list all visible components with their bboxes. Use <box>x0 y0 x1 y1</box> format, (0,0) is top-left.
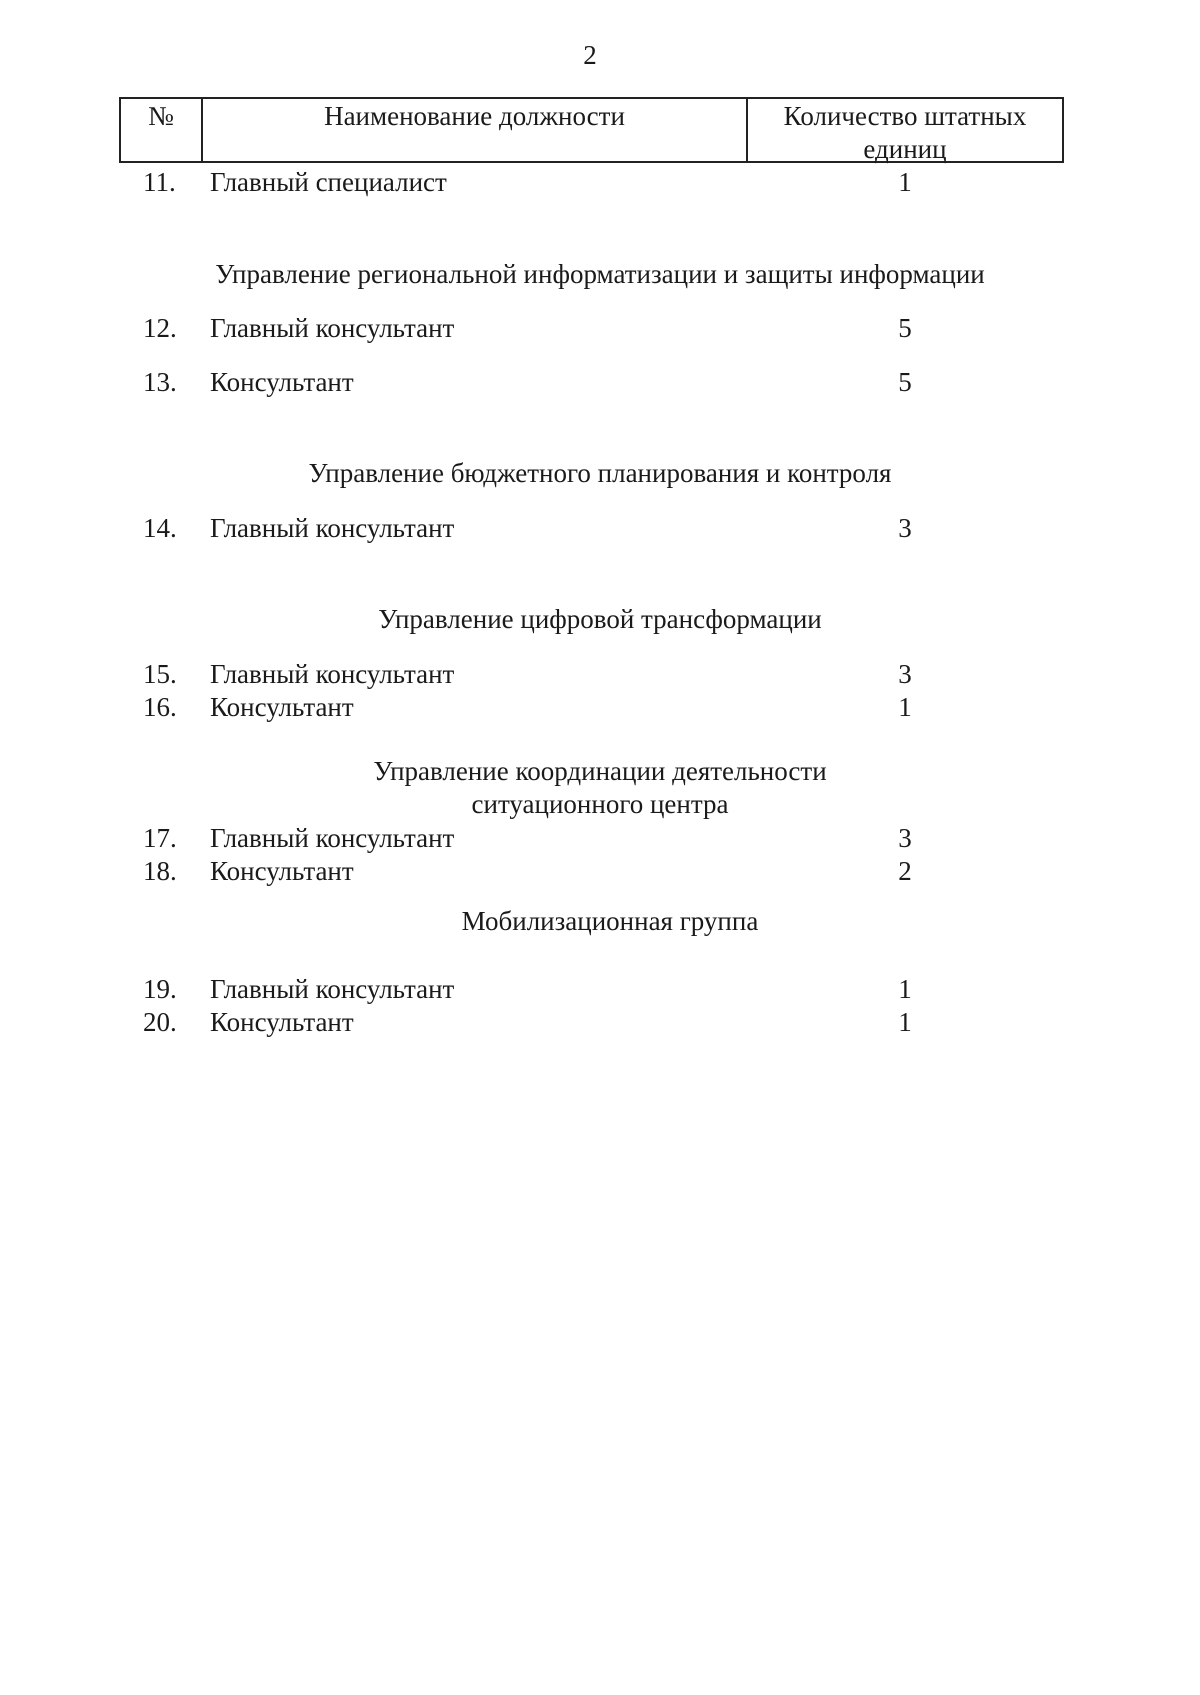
row-quantity: 1 <box>898 1007 912 1037</box>
row-quantity: 1 <box>898 692 912 722</box>
table-row <box>0 973 1200 1005</box>
row-number: 11. <box>143 167 176 197</box>
row-number: 16. <box>143 692 177 722</box>
page-number: 2 <box>583 40 597 70</box>
row-position-name: Главный консультант <box>210 659 455 689</box>
row-position-name: Главный консультант <box>210 313 455 343</box>
row-quantity: 3 <box>898 823 912 853</box>
table-row <box>0 855 1200 887</box>
row-number: 19. <box>143 974 177 1004</box>
header-quantity-line2: единиц <box>863 134 947 164</box>
row-number: 17. <box>143 823 177 853</box>
header-number-column: № <box>121 99 203 161</box>
row-position-name: Главный консультант <box>210 823 455 853</box>
header-quantity-column <box>748 99 1062 164</box>
table-row <box>0 658 1200 690</box>
table-row <box>0 1006 1200 1038</box>
header-quantity-line1: Количество штатных <box>783 101 1027 131</box>
section-title: Мобилизационная группа <box>461 906 759 936</box>
table-header <box>119 97 1064 163</box>
section-title-continued: ситуационного центра <box>471 789 729 819</box>
section-title: Управление региональной информатизации и защиты информации <box>215 259 985 289</box>
row-quantity: 5 <box>898 313 912 343</box>
row-quantity: 5 <box>898 367 912 397</box>
row-number: 20. <box>143 1007 177 1037</box>
section-title: Управление бюджетного планирования и контроля <box>308 458 892 488</box>
row-quantity: 3 <box>898 659 912 689</box>
row-number: 12. <box>143 313 177 343</box>
table-row <box>0 166 1200 198</box>
section-title: Управление цифровой трансформации <box>378 604 822 634</box>
row-number: 15. <box>143 659 177 689</box>
row-number: 18. <box>143 856 177 886</box>
row-position-name: Консультант <box>210 367 354 397</box>
row-quantity: 2 <box>898 856 912 886</box>
row-position-name: Консультант <box>210 1007 354 1037</box>
header-position-name-column: Наименование должности <box>203 99 748 161</box>
table-row <box>0 312 1200 344</box>
row-position-name: Главный специалист <box>210 167 447 197</box>
row-number: 13. <box>143 367 177 397</box>
row-quantity: 1 <box>898 167 912 197</box>
row-quantity: 1 <box>898 974 912 1004</box>
table-row <box>0 822 1200 854</box>
row-position-name: Главный консультант <box>210 513 455 543</box>
row-position-name: Консультант <box>210 692 354 722</box>
row-quantity: 3 <box>898 513 912 543</box>
section-title: Управление координации деятельности <box>373 756 827 786</box>
table-row <box>0 691 1200 723</box>
table-row <box>0 366 1200 398</box>
row-number: 14. <box>143 513 177 543</box>
row-position-name: Консультант <box>210 856 354 886</box>
table-row <box>0 512 1200 544</box>
row-position-name: Главный консультант <box>210 974 455 1004</box>
